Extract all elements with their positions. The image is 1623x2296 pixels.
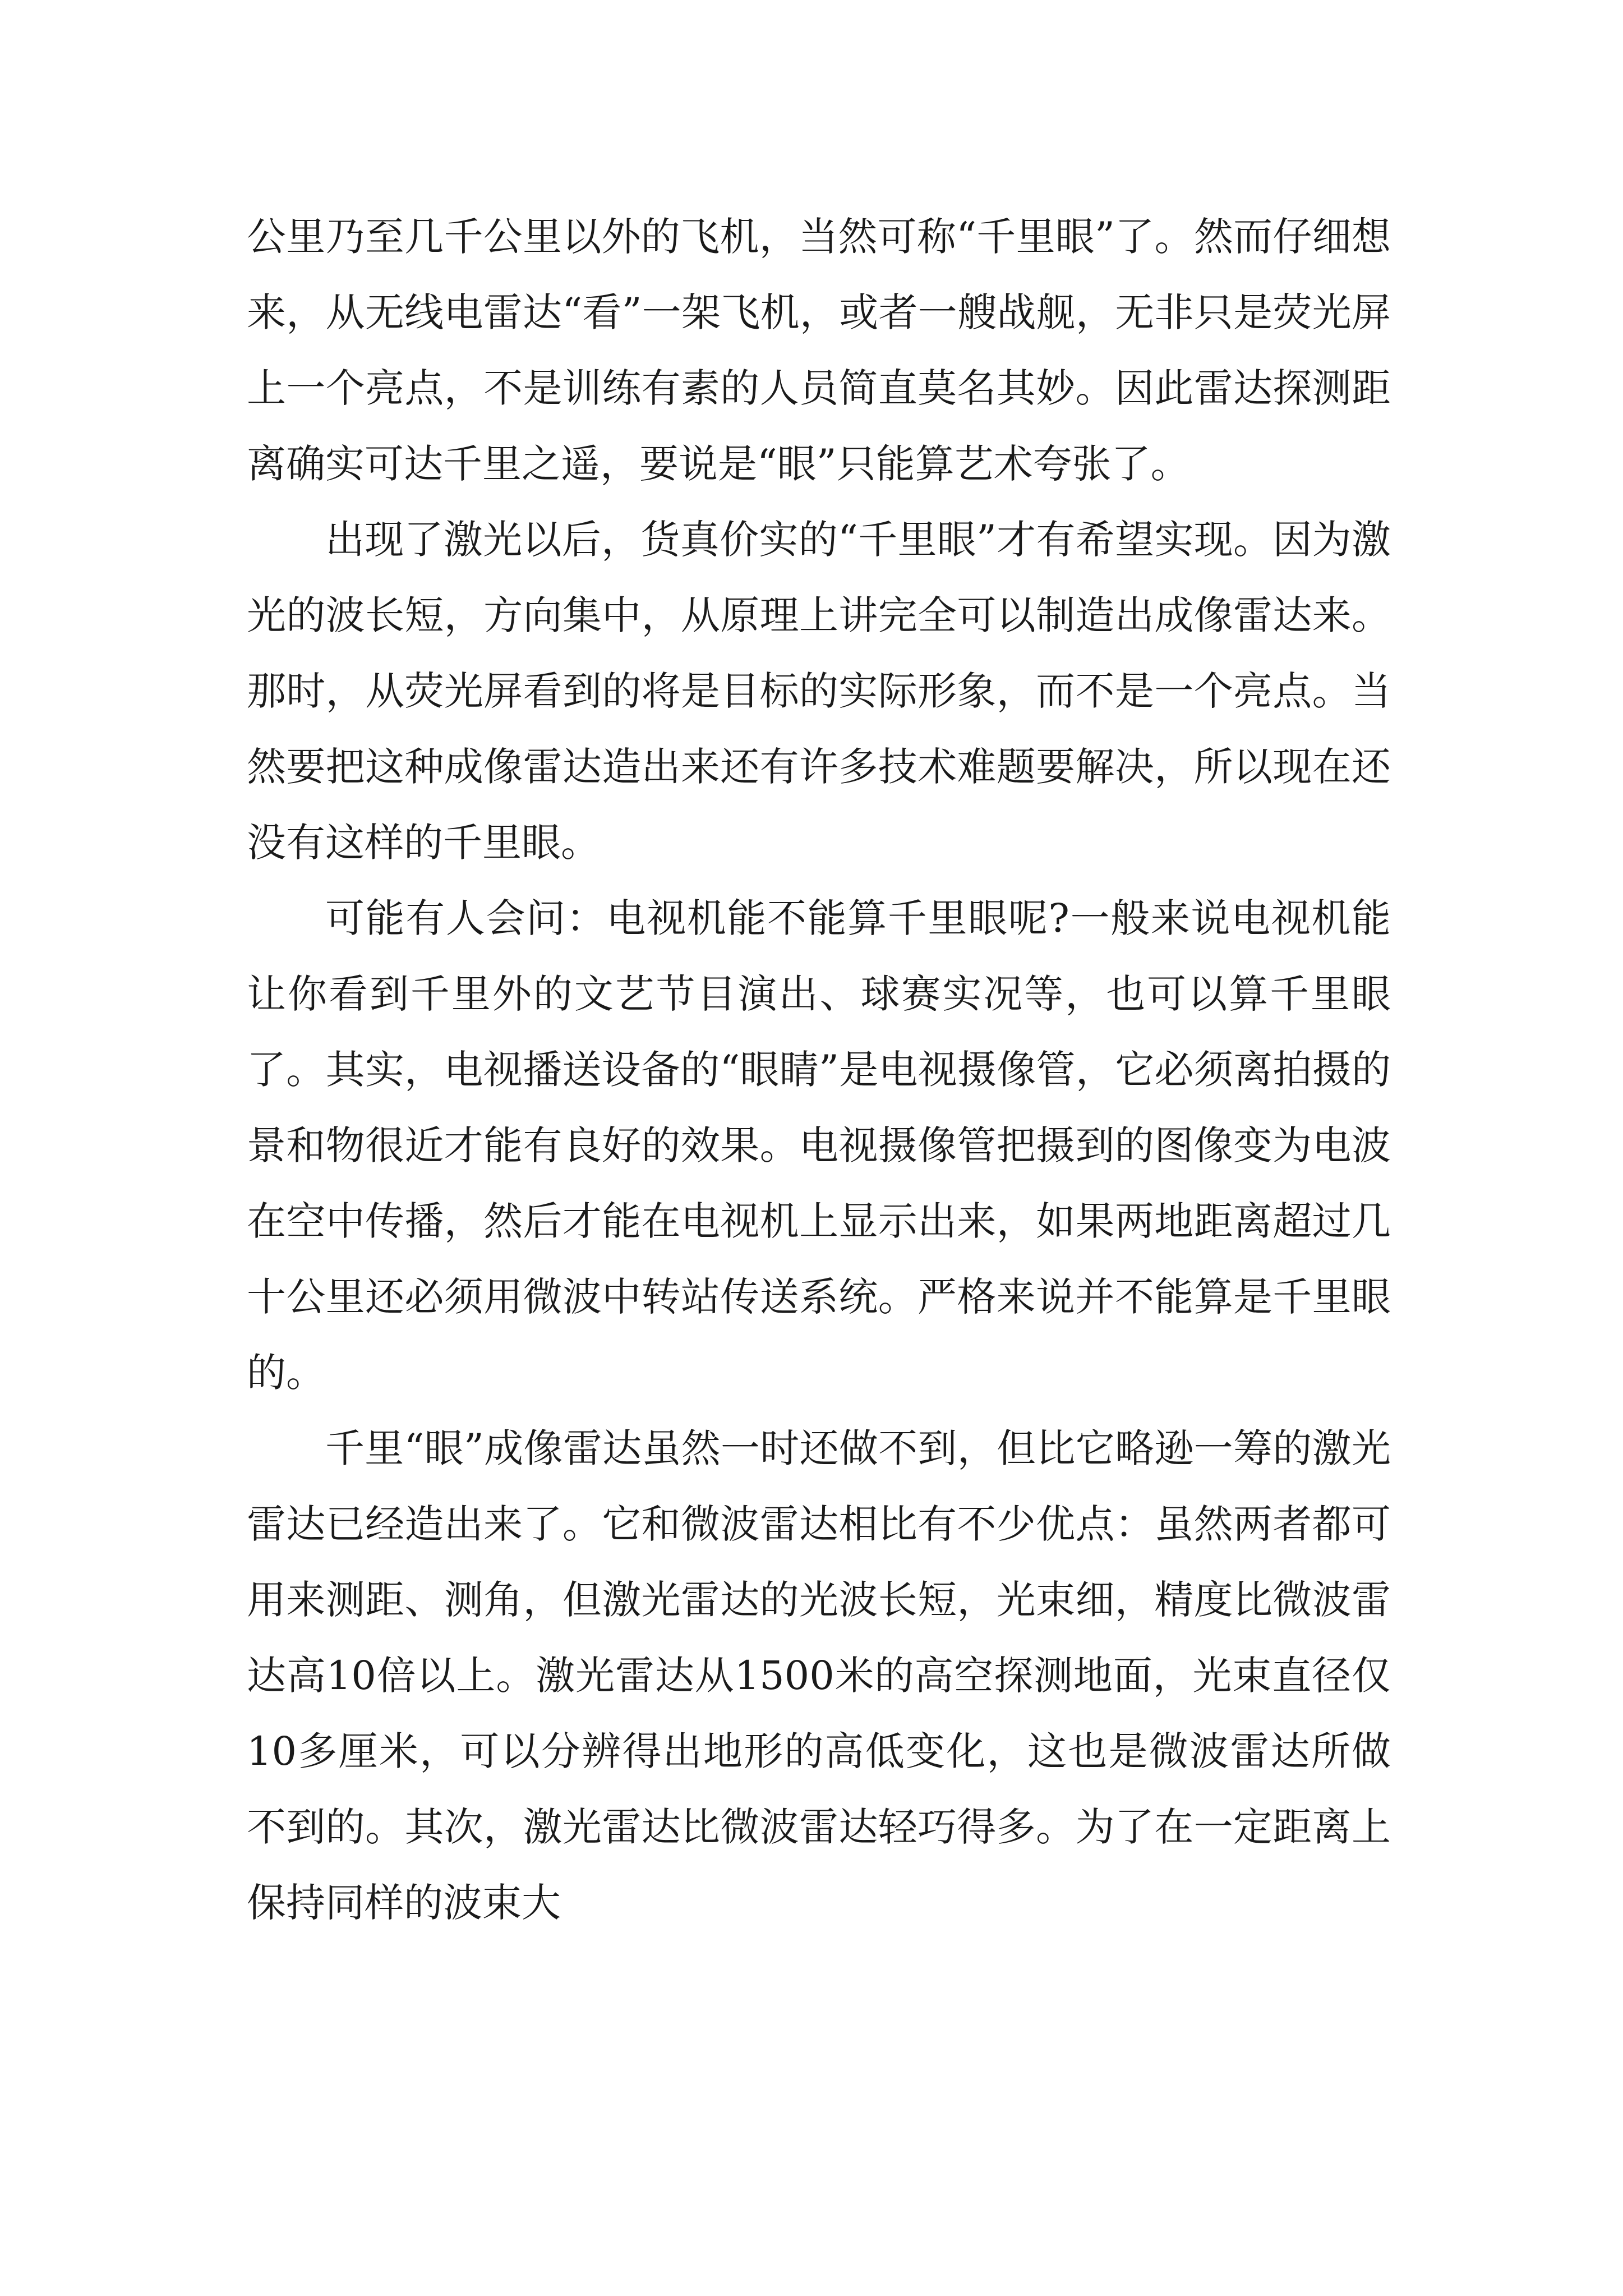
- paragraph-3: 可能有人会问：电视机能不能算千里眼呢?一般来说电视机能让你看到千里外的文艺节目演出、球赛实况等，也可以算千里眼了。其实，电视播送设备的“眼睛”是电视摄像管，它必须离拍摄的景和物很近才能有良好的效果。电视摄像管把摄到的图像变为电波在空中传播，然后才能在电视机上显示出来，如果两地距离超过几十公里还必须用微波中转站传送系统。严格来说并不能算是千里眼的。: [247, 895, 1391, 1396]
- paragraph-2: 出现了激光以后，货真价实的“千里眼”才有希望实现。因为激光的波长短，方向集中，从原理上讲完全可以制造出成像雷达来。那时，从荧光屏看到的将是目标的实际形象，而不是一个亮点。当然要把这种成像雷达造出来还有许多技术难题要解决，所以现在还没有这样的千里眼。: [247, 517, 1391, 866]
- paragraph-1: 公里乃至几千公里以外的飞机，当然可称“千里眼”了。然而仔细想来，从无线电雷达“看”一架飞机，或者一艘战舰，无非只是荧光屏上一个亮点，不是训练有素的人员简直莫名其妙。因此雷达探测距离确实可达千里之遥，要说是“眼”只能算艺术夸张了。: [247, 214, 1391, 487]
- paragraph-4: 千里“眼”成像雷达虽然一时还做不到，但比它略逊一筹的激光雷达已经造出来了。它和微波雷达相比有不少优点：虽然两者都可用来测距、测角，但激光雷达的光波长短，光束细，精度比微波雷达高10倍以上。激光雷达从1500米的高空探测地面，光束直径仅10多厘米，可以分辨得出地形的高低变化，这也是微波雷达所做不到的。其次，激光雷达比微波雷达轻巧得多。为了在一定距离上保持同样的波束大: [247, 1425, 1391, 1926]
- body-text: [247, 199, 1391, 1941]
